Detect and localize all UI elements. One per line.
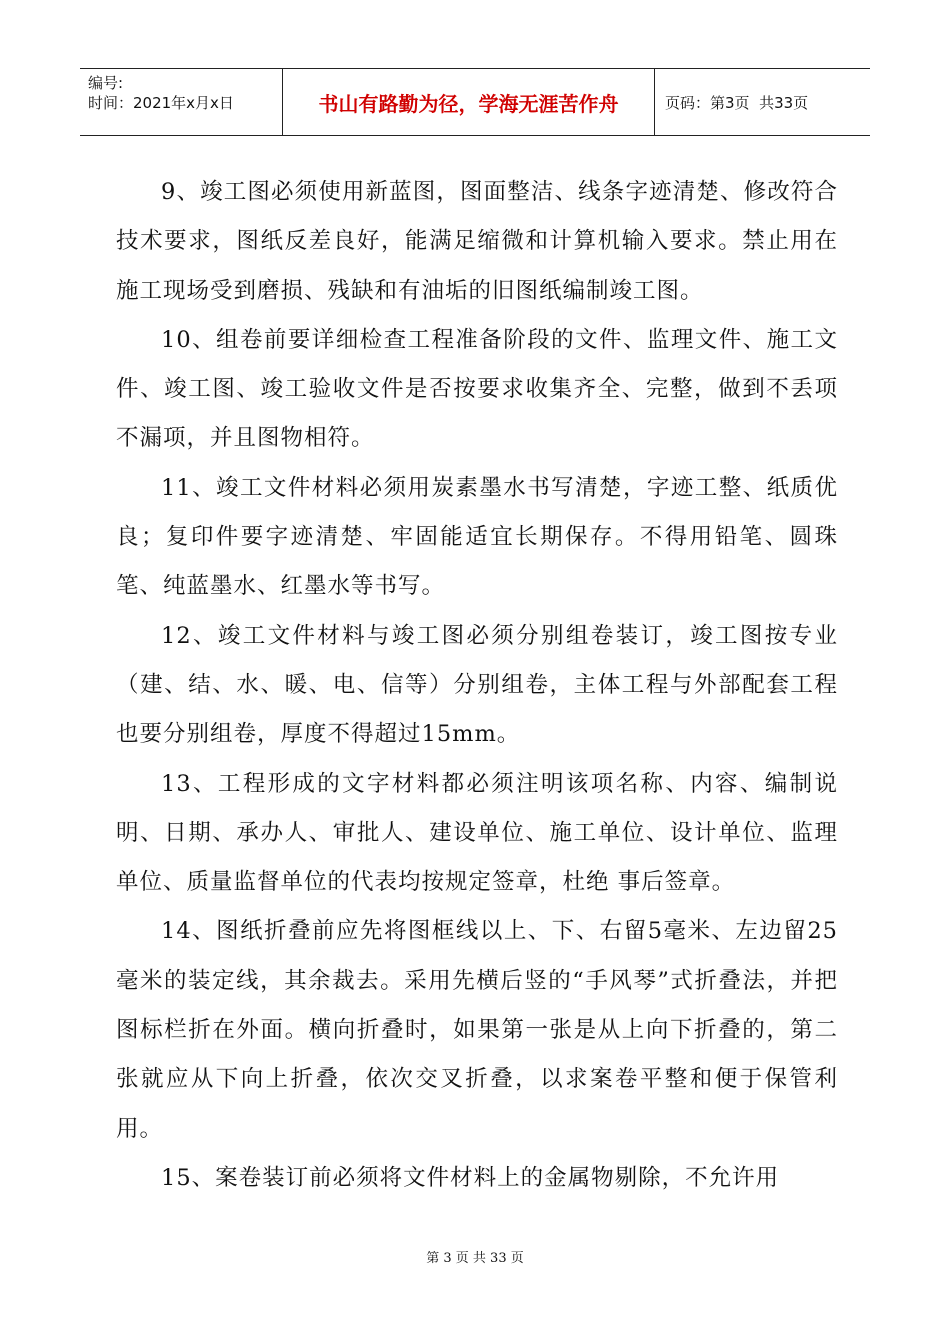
paragraph-10: 10、组卷前要详细检查工程准备阶段的文件、监理文件、施工文件、竣工图、竣工验收文件是否按要求收集齐全、完整，做到不丢项不漏项，并且图物相符。 bbox=[116, 326, 838, 452]
header-motto: 书山有路勤为径，学海无涯苦作舟 bbox=[283, 69, 655, 135]
paragraph-12: 12、竣工文件材料与竣工图必须分别组卷装订，竣工图按专业（建、结、水、暖、电、信等）分别组卷，主体工程与外部配套工程也要分别组卷，厚度不得超过15mm。 bbox=[116, 622, 838, 748]
page-footer: 第 3 页 共 33 页 bbox=[426, 1251, 524, 1266]
paragraph-14: 14、图纸折叠前应先将图框线以上、下、右留5毫米、左边留25毫米的装定线，其余裁去。采用先横后竖的“手风琴”式折叠法，并把图标栏折在外面。横向折叠时，如果第一张是从上向下折叠的，第二张就应从下向上折叠，依次交叉折叠，以求案卷平整和便于保管利用。 bbox=[116, 918, 838, 1142]
paragraph-9: 9、竣工图必须使用新蓝图，图面整洁、线条字迹清楚、修改符合技术要求，图纸反差良好，能满足缩微和计算机输入要求。禁止用在施工现场受到磨损、残缺和有油垢的旧图纸编制竣工图。 bbox=[116, 179, 838, 304]
paragraph-15: 15、案卷装订前必须将文件材料上的金属物剔除，不允许用 bbox=[161, 1164, 780, 1191]
header-page-info: 页码：第3页 共33页 bbox=[665, 93, 809, 112]
paragraph-11: 11、竣工文件材料必须用炭素墨水书写清楚，字迹工整、纸质优良；复印件要字迹清楚、牢固能适宜长期保存。不得用铅笔、圆珠笔、纯蓝墨水、红墨水等书写。 bbox=[116, 474, 838, 600]
header-meta bbox=[80, 69, 283, 135]
time-label: 时间：2021年x月x日 bbox=[88, 94, 234, 112]
number-label: 编号: bbox=[88, 74, 124, 92]
paragraph-13: 13、工程形成的文字材料都必须注明该项名称、内容、编制说明、日期、承办人、审批人、建设单位、施工单位、设计单位、监理单位、质量监督单位的代表均按规定签章，杜绝 事后签章。 bbox=[116, 770, 838, 896]
page-header bbox=[80, 68, 870, 136]
document-body bbox=[116, 168, 838, 1203]
